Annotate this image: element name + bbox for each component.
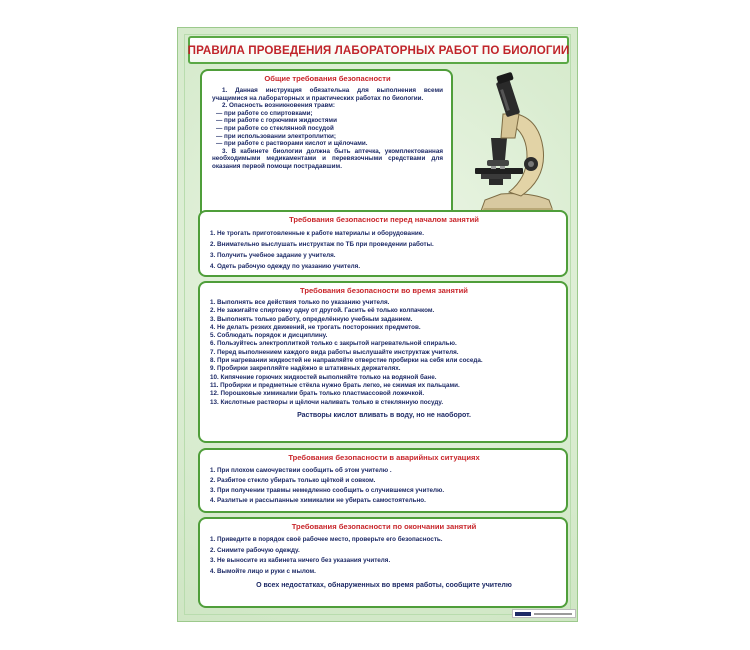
- poster-title: ПРАВИЛА ПРОВЕДЕНИЯ ЛАБОРАТОРНЫХ РАБОТ ПО БИОЛОГИИ: [187, 43, 570, 57]
- list-item: 3. При получении травмы немедленно сообщить о случившемся учителю.: [210, 487, 445, 494]
- after-lessons-heading: Требования безопасности по окончании занятий: [291, 522, 477, 531]
- during-lessons-list: [210, 299, 558, 407]
- during-lessons-heading: Требования безопасности во время занятий: [300, 286, 468, 295]
- before-lessons-list: [210, 228, 558, 272]
- list-item: 7. Перед выполнением каждого вида работы выслушайте инструктаж учителя.: [210, 348, 459, 356]
- publisher-fine-print: [534, 613, 572, 615]
- safety-poster: [177, 27, 578, 622]
- list-item: 10. Кипячение горючих жидкостей выполняйте только на водяной бане.: [210, 373, 437, 381]
- list-item: 6. Пользуйтесь электроплиткой только с закрытой нагревательной спиралью.: [210, 340, 457, 348]
- list-item: 4. Одеть рабочую одежду по указанию учителя.: [210, 263, 361, 270]
- list-item: 2. Не зажигайте спиртовку одну от другой. Гасить её только колпачком.: [210, 307, 435, 315]
- emergency-list: [210, 466, 558, 506]
- list-item: 2. Опасность возникновения травм:: [222, 102, 335, 110]
- list-item: 13. Кислотные растворы и щёлочи наливать только в стеклянную посуду.: [210, 398, 444, 406]
- poster-title-banner: [188, 36, 569, 64]
- list-item: 4. Вымойте лицо и руки с мылом.: [210, 567, 316, 575]
- list-item: 2. Снимите рабочую одежду.: [210, 546, 300, 554]
- list-item: — при работе с растворами кислот и щёлочами.: [216, 140, 368, 148]
- list-item: 9. Пробирки закрепляйте надёжно в штативных держателях.: [210, 365, 401, 373]
- list-item: 12. Порошковые химикалии брать только пластмассовой ложечкой.: [210, 390, 425, 398]
- list-item: 1. Приведите в порядок своё рабочее место, проверьте его безопасность.: [210, 536, 443, 543]
- after-lessons-list: [210, 535, 558, 577]
- emergency-section: [198, 448, 568, 513]
- list-item: 2. Разбитое стекло убирать только щёткой и совком.: [210, 477, 376, 484]
- list-item: — при работе со стеклянной посудой: [216, 124, 334, 132]
- during-lessons-section: [198, 281, 568, 443]
- list-item: — при работе со спиртовками;: [216, 109, 313, 117]
- emergency-heading: Требования безопасности в аварийных ситуациях: [288, 453, 480, 462]
- list-item: 1. При плохом самочувствии сообщить об этом учителю .: [210, 467, 392, 474]
- list-item: — при работе с горючими жидкостями: [216, 117, 337, 125]
- report-issues-note: О всех недостатках, обнаруженных во время работы, сообщите учителю: [256, 582, 512, 589]
- general-safety-list: [212, 87, 443, 171]
- list-item: 11. Пробирки и предметные стёкла нужно брать легко, не сжимая их пальцами.: [210, 381, 460, 389]
- general-safety-section: [200, 69, 453, 229]
- list-item: 4. Не делать резких движений, не трогать посторонних предметов.: [210, 323, 421, 331]
- microscope-illustration: [461, 68, 566, 228]
- list-item: 8. При нагревании жидкостей не направляйте отверстие пробирки на себя или соседа.: [210, 357, 483, 365]
- list-item: 3. Не выносите из кабинета ничего без указания учителя.: [210, 557, 391, 564]
- list-item: 3. Выполнять только работу, определённую учебным заданием.: [210, 315, 413, 323]
- list-item: 1. Не трогать приготовленные к работе материалы и оборудование.: [210, 230, 424, 237]
- general-safety-heading: Общие требования безопасности: [264, 74, 391, 83]
- list-item: 3. В кабинете биологии должна быть аптечка, укомплектованная необходимыми медикаментами и перевязочными средствами для оказания первой помощи пострадавшим.: [212, 147, 443, 170]
- publisher-logo: [515, 612, 531, 616]
- publisher-tag: [512, 609, 576, 618]
- list-item: 3. Получить учебное задание у учителя.: [210, 252, 336, 259]
- list-item: 4. Разлитые и рассыпанные химикалии не убирать самостоятельно.: [210, 497, 426, 504]
- list-item: 2. Внимательно выслушать инструктаж по ТБ при проведении работы.: [210, 241, 434, 248]
- list-item: — при использовании электроплитки;: [216, 132, 337, 140]
- before-lessons-heading: Требования безопасности перед началом занятий: [289, 215, 479, 224]
- list-item: 1. Выполнять все действия только по указанию учителя.: [210, 299, 390, 306]
- list-item: 1. Данная инструкция обязательна для выполнения всеми учащимися на лабораторных и практических работах по биологии.: [212, 87, 443, 102]
- list-item: 5. Соблюдать порядок и дисциплину.: [210, 332, 328, 340]
- before-lessons-section: [198, 210, 568, 277]
- after-lessons-section: [198, 517, 568, 608]
- acid-dilution-note: Растворы кислот вливать в воду, но не наоборот.: [297, 411, 471, 419]
